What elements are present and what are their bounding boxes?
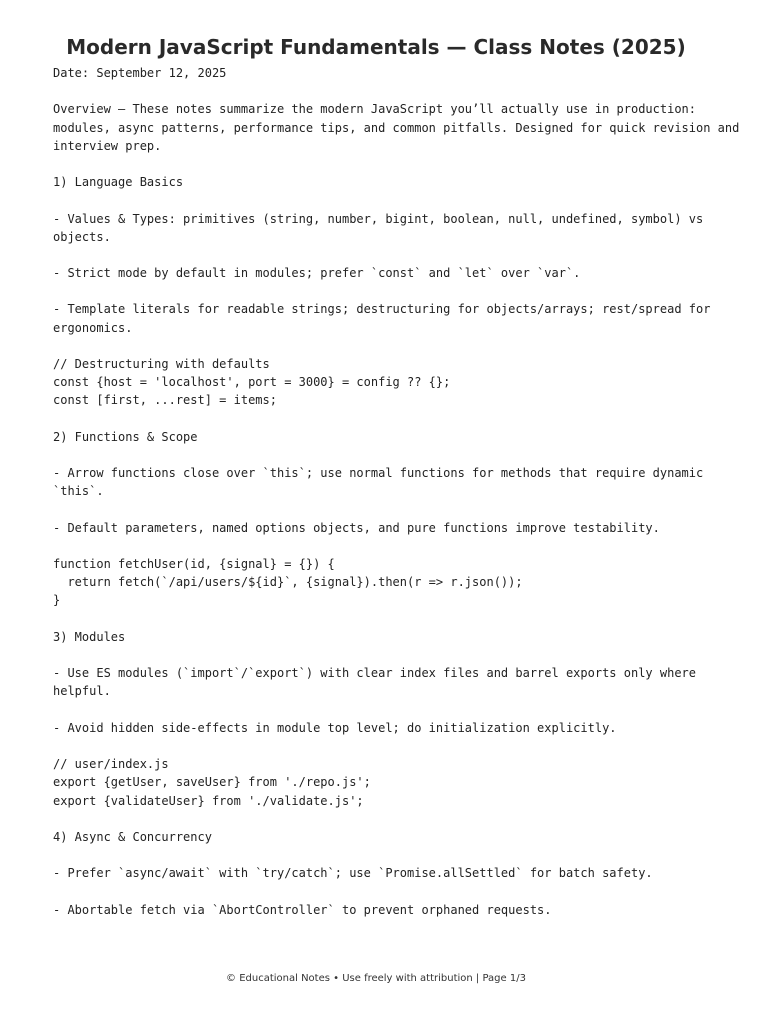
spacer — [53, 82, 765, 100]
spacer — [53, 810, 765, 828]
spacer — [53, 446, 765, 464]
bullet-paragraph — [53, 464, 765, 500]
date-line: Date: September 12, 2025 — [53, 66, 227, 80]
page-title: Modern JavaScript Fundamentals — Class Notes (2025) — [66, 35, 686, 59]
bullet-paragraph — [53, 901, 765, 919]
spacer — [53, 737, 765, 755]
spacer — [53, 246, 765, 264]
section-functions-scope — [53, 428, 765, 610]
code-block — [53, 555, 765, 610]
overview-paragraph — [53, 100, 765, 155]
code-line: export {validateUser} from './validate.js'; — [53, 793, 364, 808]
paragraph-line: - Prefer `async/await` with `try/catch`; use `Promise.allSettled` for batch safety. — [53, 866, 653, 881]
paragraph-line: ergonomics. — [53, 320, 133, 335]
section-modules — [53, 628, 765, 810]
code-line: export {getUser, saveUser} from './repo.js'; — [53, 775, 371, 790]
overview-line: Overview — These notes summarize the modern JavaScript you’ll actually use in production: — [53, 102, 696, 117]
paragraph-line: helpful. — [53, 684, 111, 699]
page-footer: © Educational Notes • Use freely with attribution | Page 1/3 — [226, 973, 526, 984]
code-line: const {host = 'localhost', port = 3000} = config ?? {}; — [53, 375, 451, 390]
section-heading: 4) Async & Concurrency — [53, 829, 212, 844]
paragraph-line: - Abortable fetch via `AbortController` to prevent orphaned requests. — [53, 902, 552, 917]
section-heading: 1) Language Basics — [53, 175, 184, 190]
paragraph-line: - Values & Types: primitives (string, number, bigint, boolean, null, undefined, symbol) vs — [53, 211, 704, 226]
paragraph-line: - Default parameters, named options objects, and pure functions improve testability. — [53, 520, 660, 535]
code-line: // user/index.js — [53, 757, 169, 772]
bullet-paragraph — [53, 264, 765, 282]
section-language-basics — [53, 173, 765, 409]
section-heading: 2) Functions & Scope — [53, 429, 198, 444]
bullet-paragraph — [53, 519, 765, 537]
paragraph-line: - Template literals for readable strings; destructuring for objects/arrays; rest/spread for — [53, 302, 711, 317]
spacer — [53, 537, 765, 555]
code-line: // Destructuring with defaults — [53, 357, 270, 371]
spacer — [53, 337, 765, 355]
paragraph-line: - Arrow functions close over `this`; use normal functions for methods that require dynamic — [53, 466, 704, 481]
spacer — [53, 410, 765, 428]
spacer — [53, 646, 765, 664]
bullet-paragraph — [53, 664, 765, 700]
spacer — [53, 155, 765, 173]
bullet-paragraph — [53, 300, 765, 336]
overview-line: interview prep. — [53, 138, 162, 153]
section-async-concurrency — [53, 828, 765, 919]
document-body — [53, 64, 765, 919]
bullet-paragraph — [53, 864, 765, 882]
paragraph-line: - Strict mode by default in modules; prefer `const` and `let` over `var`. — [53, 266, 581, 281]
code-block — [53, 355, 765, 410]
paragraph-line: - Avoid hidden side-effects in module top level; do initialization explicitly. — [53, 720, 617, 735]
code-line: function fetchUser(id, {signal} = {}) { — [53, 557, 335, 572]
code-line: } — [53, 593, 61, 608]
paragraph-line: objects. — [53, 229, 111, 244]
paragraph-line: - Use ES modules (`import`/`export`) with clear index files and barrel exports only where — [53, 666, 696, 681]
spacer — [53, 282, 765, 300]
code-line: return fetch(`/api/users/${id}`, {signal}).then(r => r.json()); — [53, 575, 523, 590]
spacer — [53, 701, 765, 719]
bullet-paragraph — [53, 210, 765, 246]
section-heading: 3) Modules — [53, 629, 126, 644]
paragraph-line: `this`. — [53, 484, 104, 499]
overview-line: modules, async patterns, performance tips, and common pitfalls. Designed for quick revision and — [53, 120, 740, 135]
spacer — [53, 501, 765, 519]
code-block — [53, 755, 765, 810]
spacer — [53, 882, 765, 900]
spacer — [53, 846, 765, 864]
spacer — [53, 610, 765, 628]
spacer — [53, 191, 765, 209]
bullet-paragraph — [53, 719, 765, 737]
code-line: const [first, ...rest] = items; — [53, 393, 277, 408]
